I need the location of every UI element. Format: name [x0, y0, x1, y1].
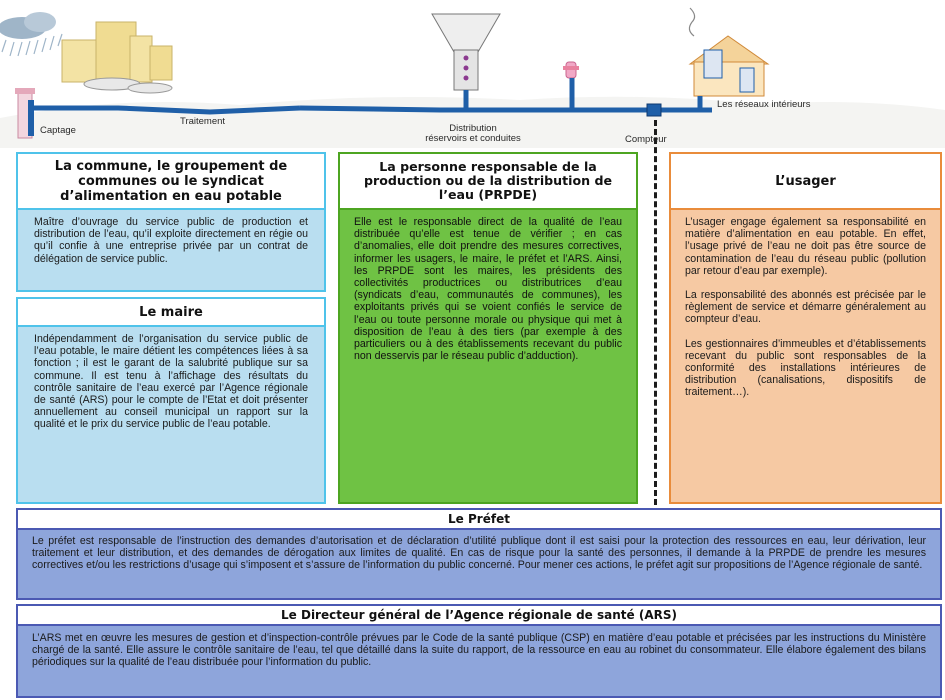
usager-paragraph-2: La responsabilité des abonnés est précisée par le règlement de service et démarre généralement au compteur d’eau.	[685, 289, 926, 326]
prefet-text: Le préfet est responsable de l’instruction des demandes d’autorisation et de déclaration d’utilité publique dont il est saisi pour la protection des ressources en eau, leur dérivation, leur traitement et leur distribution, et des demandes de dérogation aux limites de qualité. En cas de risque pour la santé des personnes, il demande à la PRPDE de prendre les mesures correctives et/ou les restrictions d’usage qui s’imposent et s’assure de l’information du public concerné. Pour mener ces actions, le préfet agit sur propositions de l’Agence régionale de santé.	[32, 535, 926, 572]
usager-paragraph-1: L’usager engage également sa responsabilité en matière d’alimentation en eau potable. En effet, l’usage privé de l’eau ne doit pas être source de contamination de l’eau du réseau public (pollution par retour d’eau par exemple).	[685, 216, 926, 277]
ars-body	[18, 626, 940, 675]
compteur-label: Compteur	[625, 134, 667, 145]
traitement-label: Traitement	[180, 116, 226, 127]
prpde-text: Elle est le responsable direct de la qualité de l’eau distribuée qu’elle est tenue de vérifier ; en cas d’anomalies, elle doit prendre des mesures correctives, informer les usagers, le maire, le préfet et l’ARS. Ainsi, les PRPDE sont les maires, les présidents des collectivités productrices ou distributrices d’eau (syndicats d’eau, communautés de communes), les exploitants privés qui se voient confiés le service de l’eau ou toute personne morale ou physique qui met à disposition de l’eau à des tiers (par exemple à des particuliers ou à des établissements recevant du public non desservis par le réseau public d’adduction).	[354, 216, 622, 363]
usager-title: L’usager	[671, 154, 940, 210]
treatment-plant-icon	[62, 22, 172, 93]
prefet-box	[16, 508, 942, 600]
commune-body	[18, 210, 324, 271]
prpde-title: La personne responsable de la production ou de la distribution de l’eau (PRPDE)	[340, 154, 636, 210]
ars-box	[16, 604, 942, 698]
prefet-body	[18, 530, 940, 577]
maire-text: Indépendamment de l’organisation du service public de l’eau potable, le maire détient les compétences liées à sa fonction ; il est le garant de la salubrité publique sur sa commune. Il est tenu à l’affichage des résultats du contrôle sanitaire de l’eau exercé par l’Agence régionale de santé (ARS) pour le compte de l’Etat et doit présenter annuellement au conseil municipal un rapport sur la qualité et le prix du service public de l’eau potable.	[34, 333, 308, 431]
prefet-title: Le Préfet	[18, 510, 940, 530]
distribution-label	[411, 124, 535, 145]
distribution-label-line1: Distribution	[449, 123, 497, 134]
water-tower-icon	[432, 14, 500, 90]
ars-text: L’ARS met en œuvre les mesures de gestion et d’inspection-contrôle prévues par le Code de la santé publique (CSP) en matière d’eau potable et précisées par les instructions du Ministère chargé de la santé. Elle assure le contrôle sanitaire de l’eau, tel que détaillé dans la suite du rapport, de la ressource en eau au robinet du consommateur. Elle élabore également des bilans périodiques sur la qualité de l’eau distribuée pour l’information du public.	[32, 632, 926, 669]
rain-cloud-icon	[0, 12, 62, 56]
commune-box	[16, 152, 326, 292]
compteur-meter-icon	[647, 104, 661, 116]
ars-title: Le Directeur général de l’Agence régionale de santé (ARS)	[18, 606, 940, 626]
maire-title: Le maire	[18, 299, 324, 327]
prpde-box	[338, 152, 638, 504]
house-icon	[689, 8, 768, 96]
distribution-label-line2: réservoirs et conduites	[425, 133, 521, 145]
commune-title: La commune, le groupement de communes ou le syndicat d’alimentation en eau potable	[18, 154, 324, 210]
usager-box	[669, 152, 942, 504]
prpde-body	[340, 210, 636, 368]
captage-label: Captage	[40, 125, 76, 136]
commune-text: Maître d’ouvrage du service public de production et distribution de l’eau, qu’il exploite directement en régie ou qu’il confie à une entreprise privée par un contrat de délégation de service public.	[34, 216, 308, 265]
maire-box	[16, 297, 326, 504]
public-private-separator	[654, 120, 657, 505]
water-network-illustration	[0, 0, 945, 148]
hydrant-icon	[563, 62, 579, 78]
reseaux-interieurs-label: Les réseaux intérieurs	[717, 99, 811, 110]
usager-paragraph-3: Les gestionnaires d’immeubles et d’établissements recevant du public sont responsables de la conformité des installations intérieures de distribution (canalisations, dispositifs de traitement…).	[685, 337, 926, 399]
maire-body	[18, 327, 324, 437]
usager-body	[671, 210, 940, 405]
